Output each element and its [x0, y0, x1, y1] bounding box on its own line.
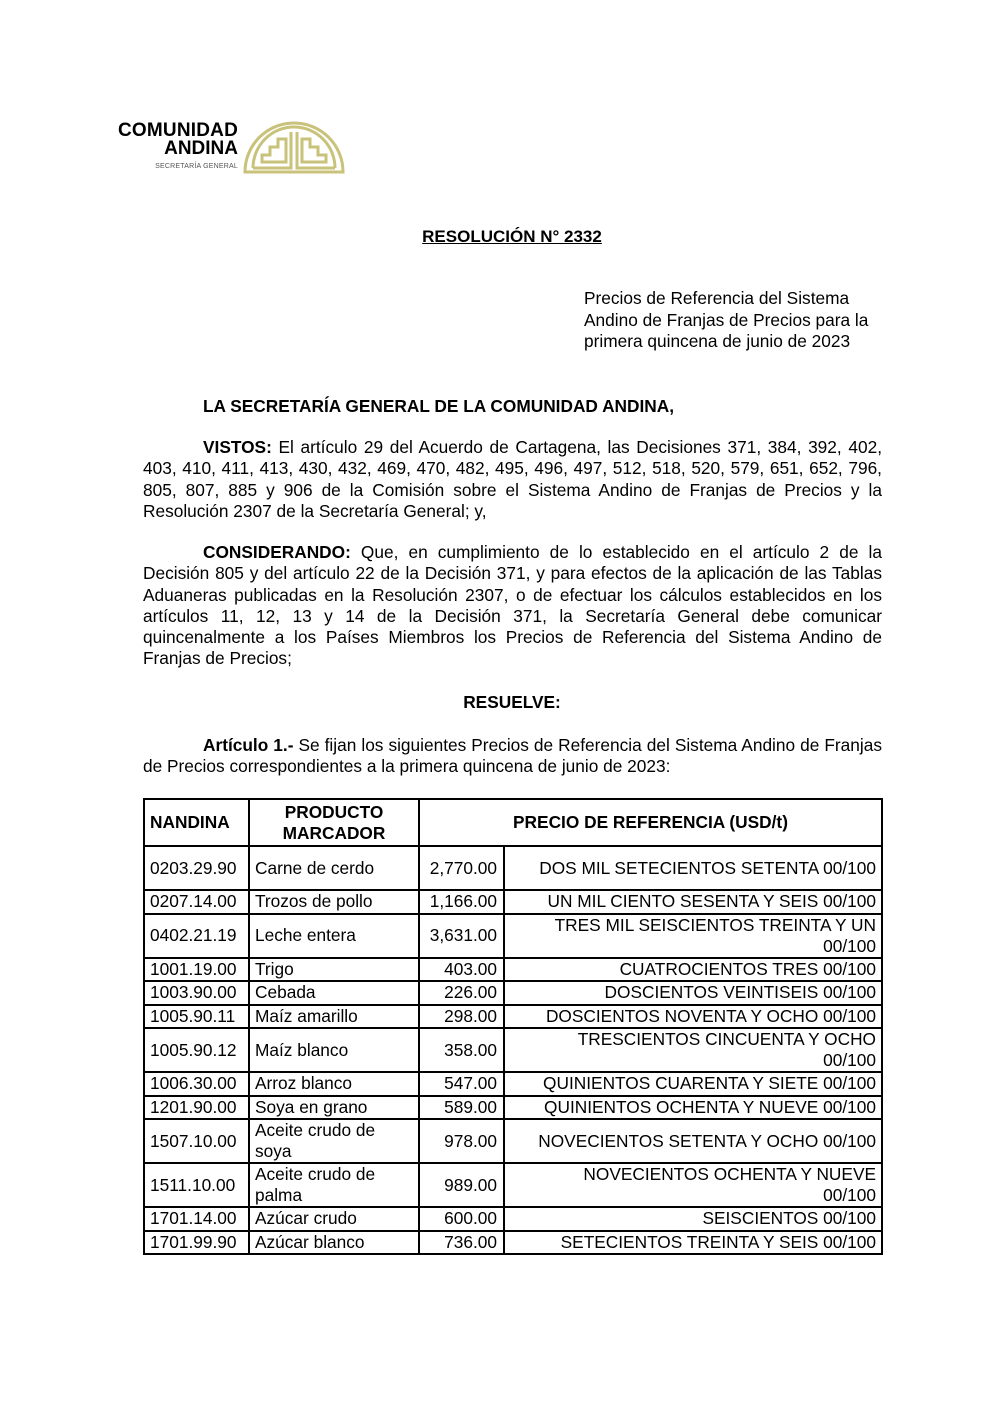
- table-row: [144, 958, 882, 982]
- header-nandina: NANDINA: [144, 799, 249, 846]
- table-row: [144, 981, 882, 1005]
- considerando-label: CONSIDERANDO:: [203, 542, 351, 562]
- table-row: [144, 1207, 882, 1231]
- table-row: [144, 1096, 882, 1120]
- cell-valor: 1,166.00: [419, 890, 504, 914]
- cell-producto: Azúcar blanco: [249, 1231, 419, 1255]
- cell-nandina: 0402.21.19: [144, 914, 249, 958]
- cell-nandina: 0207.14.00: [144, 890, 249, 914]
- cell-valor: 3,631.00: [419, 914, 504, 958]
- header-precio: PRECIO DE REFERENCIA (USD/t): [419, 799, 882, 846]
- cell-valor: 978.00: [419, 1119, 504, 1163]
- cell-nandina: 1701.99.90: [144, 1231, 249, 1255]
- vistos-text: El artículo 29 del Acuerdo de Cartagena, las Decisiones 371, 384, 392, 402, 403, 410, 411, 413, 430, 432, 469, 470, 482, 495, 496, 497, 512, 518, 520, 579, 651, 652, 796, 805, 807, 885 y 906 de la Comisión sobre el Sistema Andino de Franjas de Precios y la Resolución 2307 de la Secretaría General; y,: [143, 437, 882, 521]
- table-row: [144, 1163, 882, 1207]
- logo-text-andina: ANDINA: [164, 138, 238, 159]
- cell-valor: 358.00: [419, 1028, 504, 1072]
- cell-producto: Maíz amarillo: [249, 1005, 419, 1029]
- cell-producto: Aceite crudo de palma: [249, 1163, 419, 1207]
- subject-line: Andino de Franjas de Precios para la: [584, 309, 869, 330]
- considerando-paragraph: [143, 542, 882, 670]
- resolution-subject: [584, 288, 882, 353]
- cell-valor: 403.00: [419, 958, 504, 982]
- resuelve-heading: RESUELVE:: [463, 692, 561, 712]
- cell-valor: 2,770.00: [419, 846, 504, 890]
- considerando-text: Que, en cumplimiento de lo establecido en el artículo 2 de la Decisión 805 y del artículo 22 de la Decisión 371, y para efectos de la aplicación de las Tablas Aduaneras publicadas en la Resolución 2307, o de efectuar los cálculos establecidos en los artículos 11, 12, 13 y 14 de la Decisión 371, la Secretaría General debe comunicar quincenalmente a los Países Miembros los Precios de Referencia del Sistema Andino de Franjas de Precios;: [143, 542, 882, 669]
- cell-letras: TRESCIENTOS CINCUENTA Y OCHO 00/100: [504, 1028, 882, 1072]
- cell-valor: 989.00: [419, 1163, 504, 1207]
- andean-stepped-arch-icon: [243, 118, 345, 174]
- articulo-1-label: Artículo 1.-: [203, 735, 294, 755]
- resolution-title: RESOLUCIÓN N° 2332: [422, 227, 602, 246]
- subject-line: primera quincena de junio de 2023: [584, 331, 851, 351]
- cell-nandina: 1006.30.00: [144, 1072, 249, 1096]
- cell-producto: Trigo: [249, 958, 419, 982]
- cell-letras: UN MIL CIENTO SESENTA Y SEIS 00/100: [504, 890, 882, 914]
- cell-nandina: 1701.14.00: [144, 1207, 249, 1231]
- cell-producto: Cebada: [249, 981, 419, 1005]
- cell-nandina: 1005.90.11: [144, 1005, 249, 1029]
- cell-valor: 298.00: [419, 1005, 504, 1029]
- cell-valor: 226.00: [419, 981, 504, 1005]
- cell-letras: NOVECIENTOS OCHENTA Y NUEVE 00/100: [504, 1163, 882, 1207]
- cell-letras: SETECIENTOS TREINTA Y SEIS 00/100: [504, 1231, 882, 1255]
- reference-prices-table: [143, 798, 883, 1255]
- cell-valor: 600.00: [419, 1207, 504, 1231]
- cell-producto: Soya en grano: [249, 1096, 419, 1120]
- table-row: [144, 890, 882, 914]
- header-producto: PRODUCTO MARCADOR: [249, 799, 419, 846]
- cell-producto: Azúcar crudo: [249, 1207, 419, 1231]
- cell-producto: Arroz blanco: [249, 1072, 419, 1096]
- cell-letras: DOS MIL SETECIENTOS SETENTA 00/100: [504, 846, 882, 890]
- subject-line: Precios de Referencia del Sistema: [584, 288, 850, 308]
- cell-valor: 736.00: [419, 1231, 504, 1255]
- logo-text-secretaria: SECRETARÍA GENERAL: [155, 163, 238, 170]
- articulo-1-paragraph: [143, 735, 882, 778]
- cell-nandina: 1005.90.12: [144, 1028, 249, 1072]
- table-row: [144, 1005, 882, 1029]
- table-row: [144, 1028, 882, 1072]
- cell-letras: DOSCIENTOS VEINTISEIS 00/100: [504, 981, 882, 1005]
- table-row: [144, 1072, 882, 1096]
- cell-valor: 547.00: [419, 1072, 504, 1096]
- cell-letras: TRES MIL SEISCIENTOS TREINTA Y UN 00/100: [504, 914, 882, 958]
- cell-producto: Maíz blanco: [249, 1028, 419, 1072]
- cell-letras: QUINIENTOS CUARENTA Y SIETE 00/100: [504, 1072, 882, 1096]
- logo-text-comunidad: COMUNIDAD: [117, 120, 238, 141]
- table-row: [144, 1231, 882, 1255]
- cell-nandina: 1511.10.00: [144, 1163, 249, 1207]
- cell-letras: SEISCIENTOS 00/100: [504, 1207, 882, 1231]
- table-row: [144, 1119, 882, 1163]
- cell-nandina: 0203.29.90: [144, 846, 249, 890]
- vistos-paragraph: [143, 437, 882, 522]
- vistos-label: VISTOS:: [203, 437, 272, 457]
- cell-producto: Leche entera: [249, 914, 419, 958]
- cell-nandina: 1201.90.00: [144, 1096, 249, 1120]
- cell-producto: Carne de cerdo: [249, 846, 419, 890]
- cell-producto: Aceite crudo de soya: [249, 1119, 419, 1163]
- cell-producto: Trozos de pollo: [249, 890, 419, 914]
- cell-nandina: 1003.90.00: [144, 981, 249, 1005]
- cell-letras: DOSCIENTOS NOVENTA Y OCHO 00/100: [504, 1005, 882, 1029]
- cell-nandina: 1001.19.00: [144, 958, 249, 982]
- articulo-1-text: Se fijan los siguientes Precios de Referencia del Sistema Andino de Franjas de Precios correspondientes a la primera quincena de junio de 2023:: [143, 735, 882, 777]
- table-row: [144, 846, 882, 890]
- cell-letras: NOVECIENTOS SETENTA Y OCHO 00/100: [504, 1119, 882, 1163]
- cell-letras: CUATROCIENTOS TRES 00/100: [504, 958, 882, 982]
- cell-valor: 589.00: [419, 1096, 504, 1120]
- table-header-row: [144, 799, 882, 846]
- table-row: [144, 914, 882, 958]
- comunidad-andina-logo: [108, 118, 348, 178]
- issuing-authority: LA SECRETARÍA GENERAL DE LA COMUNIDAD ANDINA,: [203, 396, 675, 416]
- cell-nandina: 1507.10.00: [144, 1119, 249, 1163]
- cell-letras: QUINIENTOS OCHENTA Y NUEVE 00/100: [504, 1096, 882, 1120]
